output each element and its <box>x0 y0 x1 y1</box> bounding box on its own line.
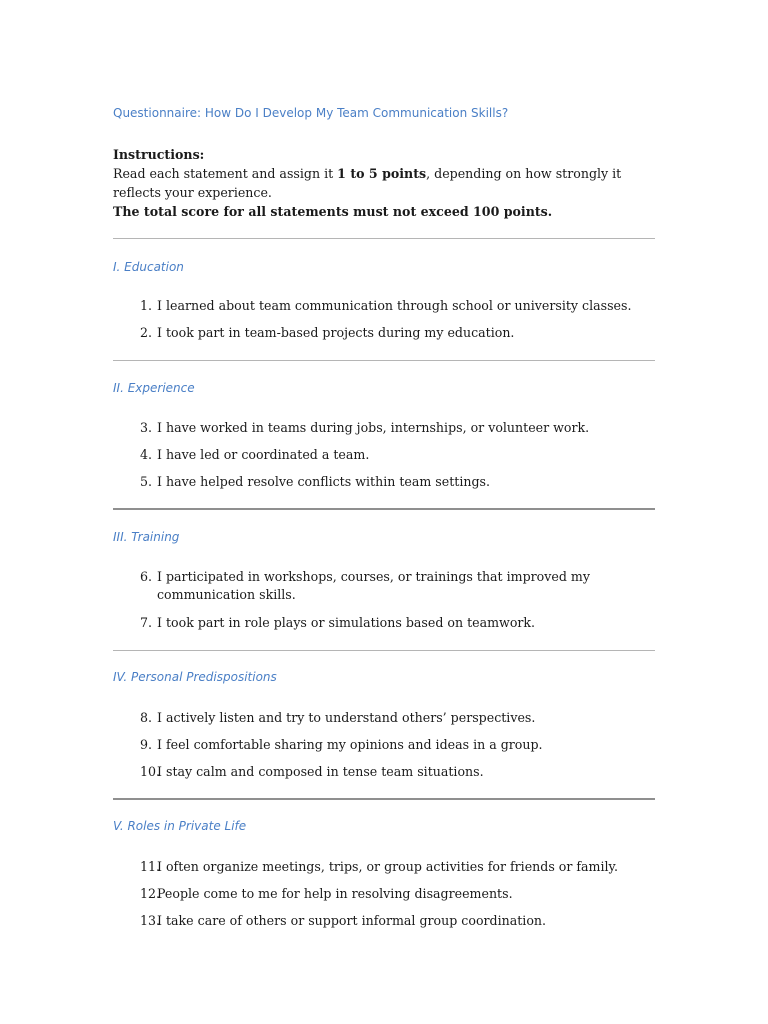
item-number: 4. <box>140 447 153 462</box>
section-title-personal-predispositions: IV. Personal Predispositions <box>113 670 277 684</box>
section-title-experience: II. Experience <box>113 381 195 395</box>
item-number: 7. <box>140 615 153 630</box>
divider <box>113 238 655 239</box>
page-title: Questionnaire: How Do I Develop My Team Communication Skills? <box>113 106 509 120</box>
instructions-total-limit: The total score for all statements must not exceed 100 points. <box>113 204 553 219</box>
instructions-text-end: , depending on how strongly it reflects your experience. <box>113 166 622 200</box>
instructions-block <box>113 145 655 221</box>
divider <box>113 798 655 800</box>
instructions-heading: Instructions: <box>113 147 205 162</box>
item-number: 5. <box>140 474 153 489</box>
divider <box>113 650 655 651</box>
item-text: I have led or coordinated a team. <box>157 447 370 462</box>
item-number: 3. <box>140 420 153 435</box>
item-text: I often organize meetings, trips, or group activities for friends or family. <box>157 859 618 874</box>
item-text: I feel comfortable sharing my opinions and ideas in a group. <box>157 737 543 752</box>
instructions-points-range: 1 to 5 points <box>337 166 427 181</box>
item-number: 12. <box>140 886 161 901</box>
item-number: 8. <box>140 710 153 725</box>
item-number: 13. <box>140 913 161 928</box>
item-number: 2. <box>140 325 153 340</box>
item-text: I take care of others or support informal group coordination. <box>157 913 547 928</box>
item-number: 11. <box>140 859 161 874</box>
item-text: I participated in workshops, courses, or trainings that improved my communication skills. <box>157 569 590 602</box>
divider <box>113 360 655 361</box>
item-text: I have worked in teams during jobs, internships, or volunteer work. <box>157 420 590 435</box>
item-number: 9. <box>140 737 153 752</box>
item-number: 6. <box>140 569 153 584</box>
instructions-text-start: Read each statement and assign it <box>113 166 338 181</box>
item-number: 10. <box>140 764 161 779</box>
item-text: I have helped resolve conflicts within team settings. <box>157 474 491 489</box>
item-number: 1. <box>140 298 153 313</box>
item-text: I took part in role plays or simulations based on teamwork. <box>157 615 536 630</box>
item-text: I stay calm and composed in tense team situations. <box>157 764 484 779</box>
item-text: I took part in team-based projects during my education. <box>157 325 515 340</box>
instructions-text <box>113 164 655 202</box>
section-title-education: I. Education <box>113 260 184 274</box>
item-text: People come to me for help in resolving disagreements. <box>157 886 513 901</box>
item-text: I learned about team communication through school or university classes. <box>157 298 632 313</box>
divider <box>113 508 655 510</box>
item-text: I actively listen and try to understand others’ perspectives. <box>157 710 536 725</box>
section-title-training: III. Training <box>113 530 180 544</box>
section-title-roles-in-private-life: V. Roles in Private Life <box>113 819 247 833</box>
